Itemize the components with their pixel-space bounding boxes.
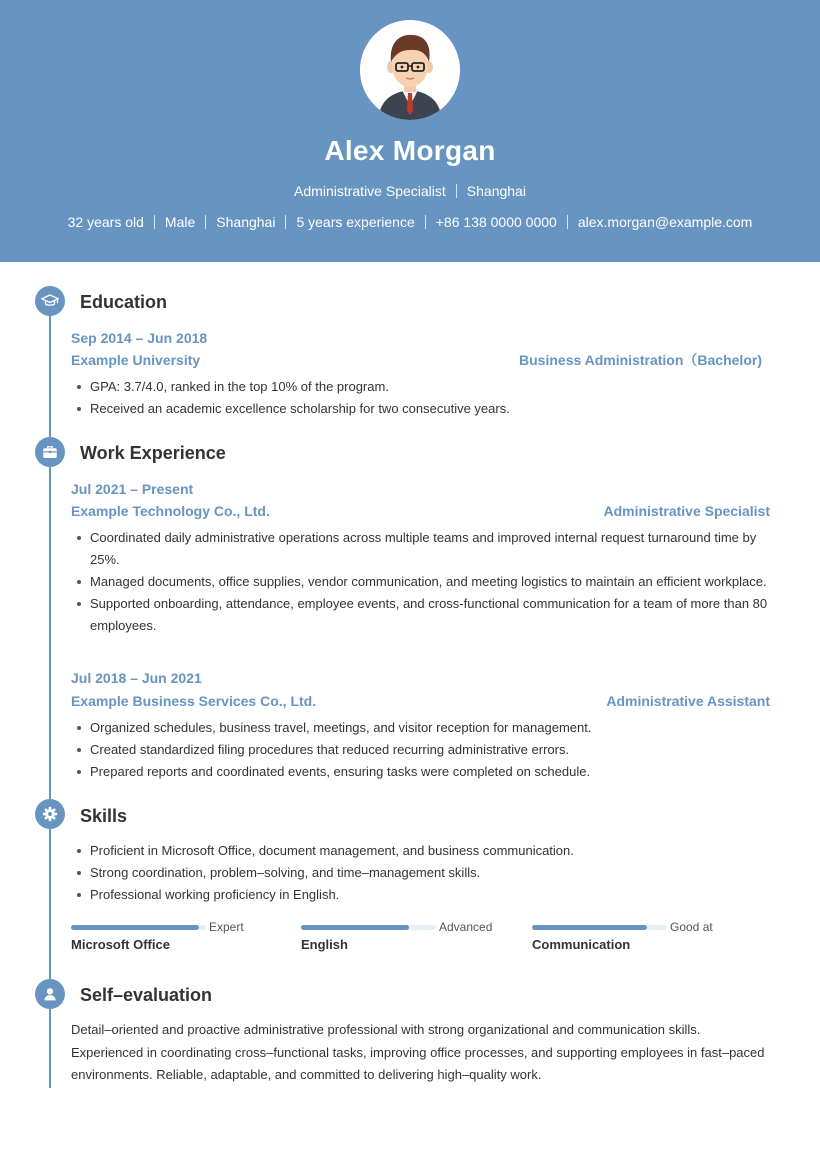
skill-level: Good at (670, 920, 713, 934)
list-item: Managed documents, office supplies, vendor communication, and meeting logistics to maintain an efficient workplace. (71, 571, 771, 593)
education-major: Business Administration（Bachelor) (519, 352, 762, 368)
list-item: Created standardized filing procedures that reduced recurring administrative errors. (71, 739, 771, 761)
job-company: Example Technology Co., Ltd. (71, 503, 270, 519)
list-item: Professional working proficiency in English. (71, 884, 771, 906)
job-date: Jul 2018 – Jun 2021 (71, 670, 202, 686)
skill-fill (301, 925, 409, 930)
list-item: Coordinated daily administrative operations across multiple teams and improved internal request turnaround time by 25%. (71, 527, 771, 571)
skill-level: Expert (209, 920, 244, 934)
skill-track (301, 925, 436, 930)
headline (0, 181, 820, 201)
job-title: Administrative Specialist (294, 183, 446, 199)
job-date: Jul 2021 – Present (71, 481, 194, 497)
list-item: Strong coordination, problem–solving, and time–management skills. (71, 862, 771, 884)
divider (285, 215, 286, 229)
section-title-work: Work Experience (80, 443, 226, 463)
divider (205, 215, 206, 229)
divider (456, 184, 457, 198)
info-experience: 5 years experience (296, 214, 415, 230)
graduation-cap-icon (35, 286, 65, 316)
divider (425, 215, 426, 229)
education-bullets (71, 376, 771, 420)
job-company: Example Business Services Co., Ltd. (71, 693, 317, 709)
job-bullets (71, 527, 771, 637)
job-role: Administrative Assistant (606, 693, 770, 709)
skill-fill (71, 925, 199, 930)
divider (154, 215, 155, 229)
education-school: Example University (71, 352, 201, 368)
section-title-self-evaluation: Self–evaluation (80, 985, 213, 1005)
list-item: Received an academic excellence scholarship for two consecutive years. (71, 398, 771, 420)
info-gender: Male (164, 214, 196, 230)
timeline-line (49, 290, 51, 1088)
list-item: GPA: 3.7/4.0, ranked in the top 10% of the program. (71, 376, 771, 398)
skill-name: Communication (532, 937, 631, 952)
skills-bullets (71, 840, 771, 906)
job-role: Administrative Specialist (603, 503, 770, 519)
skill-track (532, 925, 667, 930)
section-title-skills: Skills (80, 806, 128, 826)
avatar-illustration (360, 20, 460, 120)
section-title-education: Education (80, 292, 168, 312)
self-evaluation-text: Detail–oriented and proactive administrative professional with strong organizational and communication skills. Experienced in coordinating cross–functional tasks, improving office processes, and supporting employees in fast–paced environments. Reliable, adaptable, and committed to delivering high–quality work. (71, 1022, 765, 1082)
education-date: Sep 2014 – Jun 2018 (71, 330, 208, 346)
headline-city: Shanghai (466, 183, 526, 199)
list-item: Proficient in Microsoft Office, document management, and business communication. (71, 840, 771, 862)
info-city: Shanghai (216, 214, 276, 230)
list-item: Organized schedules, business travel, meetings, and visitor reception for management. (71, 717, 771, 739)
skill-name: Microsoft Office (71, 937, 170, 952)
skill-name: English (301, 937, 348, 952)
briefcase-icon (35, 437, 65, 467)
gear-icon (35, 799, 65, 829)
skill-fill (532, 925, 647, 930)
info-phone: +86 138 0000 0000 (435, 214, 557, 230)
list-item: Supported onboarding, attendance, employee events, and cross-functional communication for a team of more than 80 employees. (71, 593, 771, 637)
divider (567, 215, 568, 229)
avatar (360, 20, 460, 120)
info-age: 32 years old (67, 214, 144, 230)
job-bullets (71, 717, 771, 783)
person-icon (35, 979, 65, 1009)
candidate-name: Alex Morgan (324, 135, 496, 166)
personal-info (0, 212, 820, 232)
skill-track (71, 925, 206, 930)
list-item: Prepared reports and coordinated events, ensuring tasks were completed on schedule. (71, 761, 771, 783)
resume-header (0, 0, 820, 262)
info-email: alex.morgan@example.com (577, 214, 753, 230)
skill-level: Advanced (439, 920, 493, 934)
